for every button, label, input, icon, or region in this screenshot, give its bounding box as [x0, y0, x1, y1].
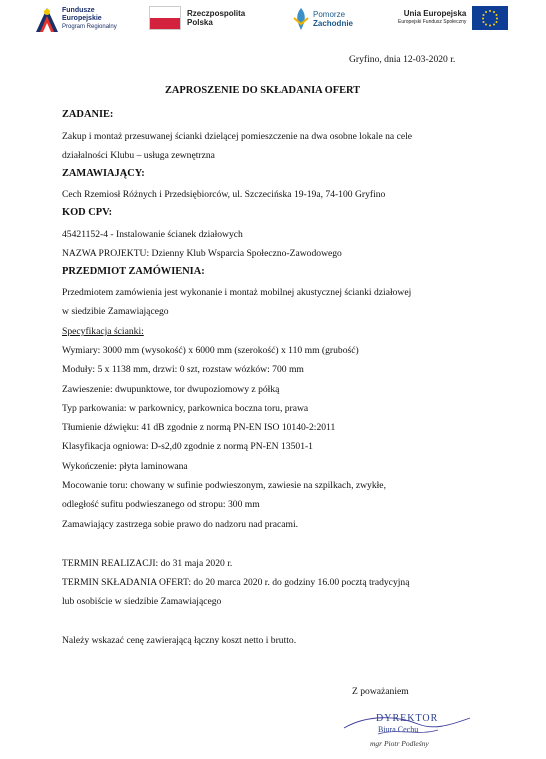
logo-bar: [0, 0, 546, 44]
spec-line: odległość sufitu podwieszanego od stropu: 300 mm: [62, 499, 260, 510]
spec-line: Mocowanie toru: chowany w sufinie podwieszonym, zawiesie na szpilkach, zwykłe,: [62, 480, 386, 491]
director-stamp: [338, 710, 478, 750]
fe-line2: Europejskie: [62, 15, 102, 22]
pz-line2: Zachodnie: [313, 19, 354, 28]
polish-flag-icon: [149, 6, 181, 30]
spec-line: Wymiary: 3000 mm (wysokość) x 6000 mm (szerokość) x 110 mm (grubość): [62, 345, 359, 356]
pomorze-zachodnie-icon: [291, 6, 311, 32]
termin-realizacji: TERMIN REALIZACJI: do 31 maja 2020 r.: [62, 558, 233, 569]
spec-line: Typ parkowania: w parkownicy, parkownica boczna toru, prawa: [62, 403, 309, 414]
fe-line3: Program Regionalny: [62, 24, 117, 30]
spec-line: Moduły: 5 x 1138 mm, drzwi: 0 szt, rozstaw wózków: 700 mm: [62, 364, 304, 375]
closing-greeting: Z poważaniem: [352, 686, 409, 697]
ue-line2: Europejski Fundusz Społeczny: [398, 19, 467, 25]
zamawiajacy-text: Cech Rzemiosł Różnych i Przedsiębiorców, ul. Szczecińska 19-19a, 74-100 Gryfino: [62, 189, 386, 200]
document-title: ZAPROSZENIE DO SKŁADANIA OFERT: [165, 85, 361, 96]
section-zadanie-heading: ZADANIE:: [62, 109, 114, 120]
section-przedmiot-heading: PRZEDMIOT ZAMÓWIENIA:: [62, 266, 205, 277]
termin-ofert-2: lub osobiście w siedzibie Zamawiającego: [62, 596, 222, 607]
termin-ofert-1: TERMIN SKŁADANIA OFERT: do 20 marca 2020 r. do godziny 16.00 pocztą tradycyjną: [62, 577, 410, 588]
pomorze-zachodnie-logo: [291, 6, 353, 32]
eu-flag-icon: [472, 6, 508, 30]
cena-note: Należy wskazać cenę zawierającą łączny koszt netto i brutto.: [62, 635, 297, 646]
przedmiot-text-2: w siedzibie Zamawiającego: [62, 306, 169, 317]
cpv-text: 45421152-4 - Instalowanie ścianek działowych: [62, 229, 243, 240]
fe-line1: Fundusze: [62, 7, 95, 14]
rp-line1: Rzeczpospolita: [187, 9, 246, 18]
rp-line2: Polska: [187, 18, 213, 27]
stamp-line-3: mgr Piotr Podleśny: [370, 739, 429, 748]
rzeczpospolita-polska-logo: [149, 6, 245, 30]
fundusze-europejskie-logo: [36, 6, 117, 32]
fundusze-europejskie-icon: [36, 6, 58, 32]
unia-europejska-logo: [398, 6, 508, 30]
ue-line1: Unia Europejska: [403, 9, 467, 18]
stamp-line-1: DYREKTOR: [376, 713, 439, 724]
spec-line: Tłumienie dźwięku: 41 dB zgodnie z normą PN-EN ISO 10140-2:2011: [62, 422, 336, 433]
spec-line: Zawieszenie: dwupunktowe, tor dwupoziomowy z półką: [62, 384, 280, 395]
spec-heading: Specyfikacja ścianki:: [62, 326, 144, 337]
zadanie-text-1: Zakup i montaż przesuwanej ścianki dzielącej pomieszczenie na dwa osobne lokale na cele: [62, 131, 413, 142]
section-cpv-heading: KOD CPV:: [62, 207, 113, 218]
project-name: NAZWA PROJEKTU: Dzienny Klub Wsparcia Społeczno-Zawodowego: [62, 248, 342, 259]
section-zamawiajacy-heading: ZAMAWIAJĄCY:: [62, 168, 145, 179]
zadanie-text-2: działalności Klubu – usługa zewnętrzna: [62, 150, 215, 161]
spec-line: Wykończenie: płyta laminowana: [62, 461, 188, 472]
spec-line: Klasyfikacja ogniowa: D-s2,d0 zgodnie z normą PN-EN 13501-1: [62, 441, 313, 452]
document-date: Gryfino, dnia 12-03-2020 r.: [349, 54, 456, 65]
pz-line1: Pomorze: [313, 10, 346, 19]
przedmiot-text-1: Przedmiotem zamówienia jest wykonanie i montaż mobilnej akustycznej ścianki działowej: [62, 287, 412, 298]
stamp-line-2: Biura Cechu: [378, 725, 419, 734]
spec-line: Zamawiający zastrzega sobie prawo do nadzoru nad pracami.: [62, 519, 299, 530]
